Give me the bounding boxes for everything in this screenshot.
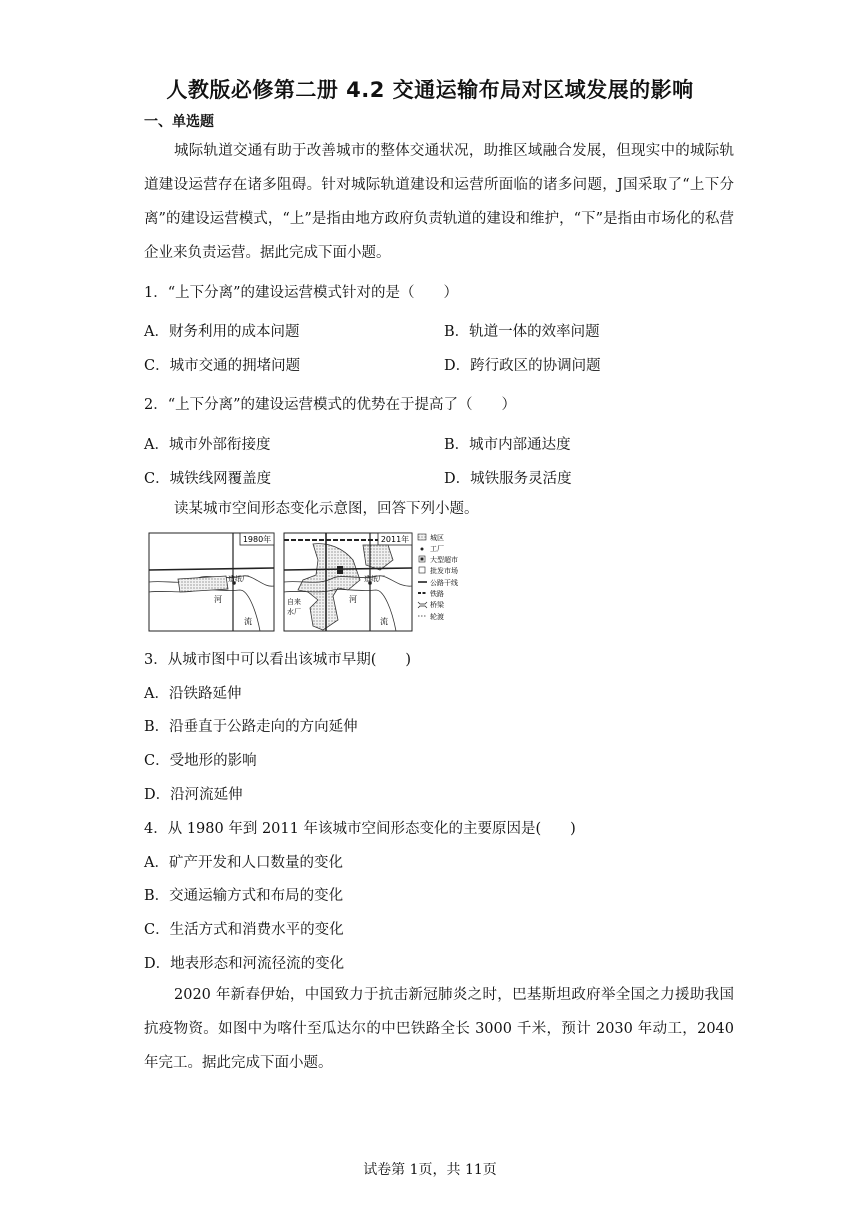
- map-1980-river-2: 流: [244, 617, 252, 626]
- q1-option-d: D．跨行政区的协调问题: [444, 358, 601, 374]
- q4-option-d: D．地表形态和河流径流的变化: [144, 956, 345, 972]
- legend-highway: 公路干线: [430, 579, 458, 587]
- map-2011-paper-mill: 造纸厂: [364, 575, 385, 583]
- map-legend: [418, 533, 458, 621]
- map-1980-urban-area: [178, 576, 228, 592]
- map-2011-river-2: 流: [380, 617, 388, 626]
- legend-ferry: 轮渡: [430, 613, 444, 621]
- q4-option-b: B．交通运输方式和布局的变化: [144, 888, 344, 904]
- legend-supermarket: 大型超市: [430, 556, 458, 564]
- question-2-stem: 2．“上下分离”的建设运营模式的优势在于提高了（ ）: [144, 397, 517, 413]
- page-footer: 试卷第 1页，共 11页: [363, 1162, 497, 1178]
- map-2011-waterworks-1: 自来: [287, 598, 301, 606]
- q1-option-a: A．财务利用的成本问题: [144, 324, 300, 340]
- legend-railway: 铁路: [430, 590, 444, 598]
- passage-city-map: 读某城市空间形态变化示意图，回答下列小题。: [174, 501, 479, 517]
- legend-factory-icon: [421, 548, 424, 551]
- map-1980-paper-mill: 造纸厂: [228, 575, 249, 583]
- section-heading: 一、单选题: [144, 114, 214, 130]
- question-3-stem: 3．从城市图中可以看出该城市早期( ): [144, 652, 412, 668]
- legend-bridge: 桥梁: [430, 601, 444, 609]
- q2-option-c: C．城铁线网覆盖度: [144, 471, 272, 487]
- passage-railway: 2020 年新春伊始，中国致力于抗击新冠肺炎之时，巴基斯坦政府举全国之力援助我国抗疫物资。如图中为喀什至瓜达尔的中巴铁路全长 3000 千米，预计 2030 年动工，2040 年完工。据此完成下面小题。: [144, 987, 734, 1071]
- map-1980-river-1: 河: [214, 595, 222, 604]
- question-1-stem: 1．“上下分离”的建设运营模式针对的是（ ）: [144, 285, 459, 301]
- q2-option-b: B．城市内部通达度: [444, 437, 571, 453]
- legend-wholesale-icon: [419, 567, 425, 573]
- q3-option-a: A．沿铁路延伸: [144, 686, 242, 702]
- legend-wholesale: 批发市场: [430, 567, 458, 575]
- q3-option-b: B．沿垂直于公路走向的方向延伸: [144, 719, 358, 735]
- q4-option-a: A．矿产开发和人口数量的变化: [144, 855, 343, 871]
- q3-option-d: D．沿河流延伸: [144, 787, 243, 803]
- map-1980-year: 1980年: [242, 535, 272, 544]
- q1-option-c: C．城市交通的拥堵问题: [144, 358, 301, 374]
- map-2011-river-1: 河: [349, 595, 357, 604]
- q1-option-b: B．轨道一体的效率问题: [444, 324, 600, 340]
- legend-urban-icon: [418, 534, 426, 540]
- question-4-stem: 4．从 1980 年到 2011 年该城市空间形态变化的主要原因是( ): [144, 821, 576, 837]
- legend-factory: 工厂: [430, 545, 444, 553]
- q2-option-a: A．城市外部衔接度: [144, 437, 271, 453]
- map-2011-waterworks-2: 水厂: [287, 608, 301, 616]
- passage-rail-transit: 城际轨道交通有助于改善城市的整体交通状况，助推区域融合发展，但现实中的城际轨道建设运营存在诸多阻碍。针对城际轨道建设和运营所面临的诸多问题，J国采取了“上下分离”的建设运营模式，“上”是指由地方政府负责轨道的建设和维护，“下”是指由市场化的私营企业来负责运营。据此完成下面小题。: [144, 143, 734, 261]
- map-2011-year: 2011年: [380, 535, 410, 544]
- q3-option-c: C．受地形的影响: [144, 753, 257, 769]
- q2-option-d: D．城铁服务灵活度: [444, 471, 572, 487]
- legend-bridge-icon: [418, 602, 427, 608]
- q4-option-c: C．生活方式和消费水平的变化: [144, 922, 344, 938]
- page-title: 人教版必修第二册 4.2 交通运输布局对区域发展的影响: [166, 78, 694, 102]
- city-form-map-figure: [148, 530, 478, 634]
- legend-urban: 城区: [430, 534, 444, 542]
